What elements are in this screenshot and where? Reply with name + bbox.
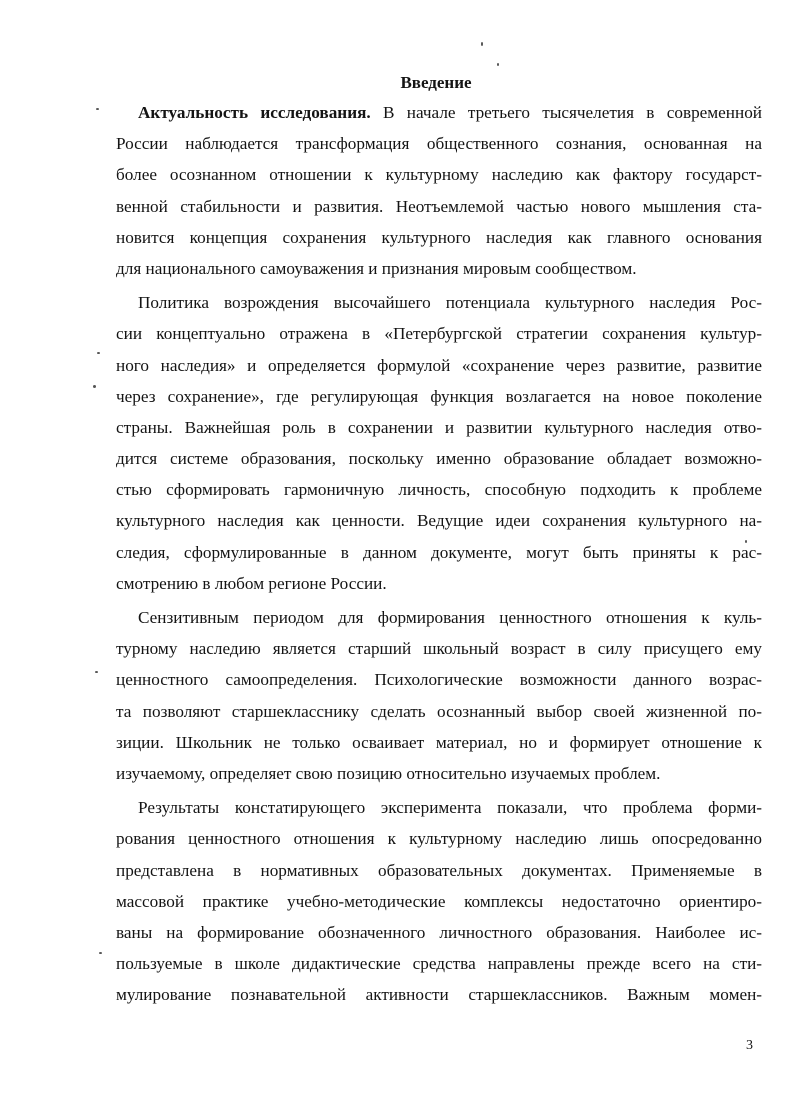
lead-phrase: Актуальность исследования.	[138, 103, 371, 122]
scan-speck	[481, 42, 483, 46]
paragraph-4-line: рования ценностного отношения к культурному наследию лишь опосредованно	[116, 829, 762, 849]
paragraph-3-line: Сензитивным периодом для формирования ценностного отношения к куль-	[138, 608, 762, 627]
paragraph-4-line: Результаты констатирующего эксперимента показали, что проблема форми-	[138, 798, 762, 818]
paragraph-2-line: культурного наследия как ценности. Ведущие идеи сохранения культурного на-	[116, 511, 762, 531]
paragraph-4-line: мулирование познавательной активности старшеклассников. Важным момен-	[116, 985, 762, 1005]
body-text	[116, 97, 762, 1010]
section-title: Введение	[400, 73, 472, 92]
paragraph-2-line: ного наследия» и определяется формулой «сохранение через развитие, развитие	[116, 355, 762, 375]
paragraph-2-line: дится системе образования, поскольку именно образование обладает возможно-	[116, 449, 762, 469]
paragraph-1-line: Актуальность исследования. В начале третьего тысячелетия в современной	[138, 103, 762, 122]
paragraph-4-line: массовой практике учебно-методические комплексы недостаточно ориентиро-	[116, 891, 762, 911]
paragraph-2-line: Политика возрождения высочайшего потенциала культурного наследия Рос-	[138, 293, 762, 313]
paragraph-3-line: та позволяют старшекласснику сделать осознанный выбор своей жизненной по-	[116, 701, 762, 721]
page-number: 3	[746, 1038, 753, 1053]
paragraph-2-line: стью сформировать гармоничную личность, способную подходить к проблеме	[116, 480, 762, 500]
scan-speck	[99, 952, 102, 954]
paragraph-3-line: зиции. Школьник не только осваивает материал, но и формирует отношение к	[116, 732, 762, 752]
paragraph-1-line: России наблюдается трансформация общественного сознания, основанная на	[116, 134, 762, 154]
paragraph-3-line: изучаемому, определяет свою позицию относительно изучаемых проблем.	[116, 763, 661, 783]
paragraph-2-line: смотрению в любом регионе России.	[116, 573, 387, 593]
paragraph-4-line: ваны на формирование обозначенного личностного образования. Наиболее ис-	[116, 922, 762, 942]
paragraph-2-line: через сохранение», где регулирующая функция возлагается на новое поколение	[116, 386, 762, 406]
paragraph-1-line: более осознанном отношении к культурному наследию как фактору государст-	[116, 165, 762, 185]
paragraph-2-line: страны. Важнейшая роль в сохранении и развитии культурного наследия отво-	[116, 417, 762, 437]
scan-speck	[96, 108, 99, 110]
paragraph-1-line: венной стабильности и развития. Неотъемлемой частью нового мышления ста-	[116, 196, 762, 216]
paragraph-4-line: представлена в нормативных образовательных документах. Применяемые в	[116, 860, 762, 880]
paragraph-1-line: новится концепция сохранения культурного наследия как главного основания	[116, 227, 762, 247]
scan-speck	[745, 540, 747, 543]
paragraph-2-line: сии концептуально отражена в «Петербургской стратегии сохранения культур-	[116, 324, 762, 344]
scan-speck	[95, 671, 98, 673]
scan-speck	[93, 385, 96, 388]
paragraph-3-line: турному наследию является старший школьный возраст в силу присущего ему	[116, 639, 762, 659]
paragraph-4-line: пользуемые в школе дидактические средства направлены прежде всего на сти-	[116, 954, 762, 974]
scan-speck	[97, 352, 100, 354]
paragraph-3-line: ценностного самоопределения. Психологические возможности данного возрас-	[116, 670, 762, 690]
scan-speck	[497, 63, 499, 66]
paragraph-1-line: для национального самоуважения и признания мировым сообществом.	[116, 258, 637, 278]
paragraph-2-line: следия, сформулированные в данном документе, могут быть приняты к рас-	[116, 542, 762, 562]
